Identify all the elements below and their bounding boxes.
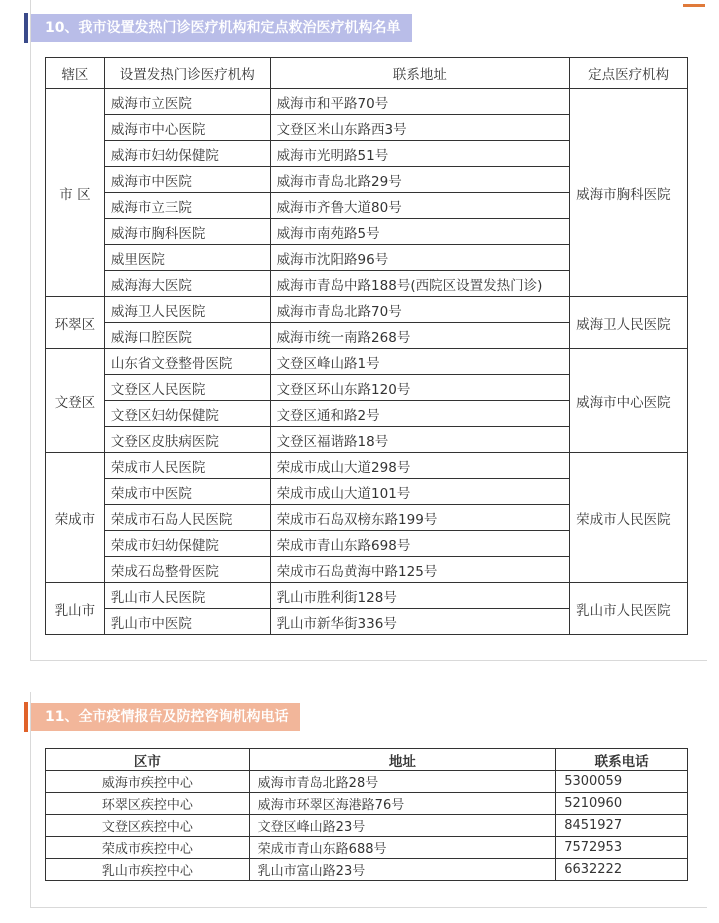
address-cell: 乳山市富山路23号 <box>249 859 556 881</box>
district-cell: 荣成市 <box>46 453 105 583</box>
clinic-cell: 荣成市人民医院 <box>104 453 270 479</box>
fever-clinic-table <box>45 57 688 635</box>
address-cell: 威海市南苑路5号 <box>270 219 570 245</box>
clinic-cell: 威海市中医院 <box>104 167 270 193</box>
address-cell: 乳山市新华街336号 <box>270 609 570 635</box>
address-cell: 威海市光明路51号 <box>270 141 570 167</box>
address-cell: 威海市环翠区海港路76号 <box>249 793 556 815</box>
address-cell: 荣成市石岛双榜东路199号 <box>270 505 570 531</box>
table-header-row <box>46 749 688 771</box>
header-designated: 定点医疗机构 <box>570 58 688 89</box>
clinic-cell: 乳山市人民医院 <box>104 583 270 609</box>
phone-cell: 8451927 <box>556 815 688 837</box>
address-cell: 威海市沈阳路96号 <box>270 245 570 271</box>
clinic-cell: 威海口腔医院 <box>104 323 270 349</box>
header-district: 辖区 <box>46 58 105 89</box>
address-cell: 文登区峰山路1号 <box>270 349 570 375</box>
clinic-cell: 威海市妇幼保健院 <box>104 141 270 167</box>
clinic-cell: 威海海大医院 <box>104 271 270 297</box>
designated-hospital-cell: 威海卫人民医院 <box>570 297 688 349</box>
region-cell: 威海市疾控中心 <box>46 771 250 793</box>
address-cell: 文登区峰山路23号 <box>249 815 556 837</box>
address-cell: 威海市齐鲁大道80号 <box>270 193 570 219</box>
table-row <box>46 453 688 479</box>
address-cell: 威海市和平路70号 <box>270 89 570 115</box>
region-cell: 文登区疾控中心 <box>46 815 250 837</box>
header-address: 地址 <box>249 749 556 771</box>
header-clinic: 设置发热门诊医疗机构 <box>104 58 270 89</box>
clinic-cell: 威海市胸科医院 <box>104 219 270 245</box>
clinic-cell: 乳山市中医院 <box>104 609 270 635</box>
clinic-cell: 威海市立三院 <box>104 193 270 219</box>
section-title: 10、我市设置发热门诊医疗机构和定点救治医疗机构名单 <box>31 14 412 42</box>
clinic-cell: 威海市中心医院 <box>104 115 270 141</box>
clinic-cell: 荣成市中医院 <box>104 479 270 505</box>
region-cell: 环翠区疾控中心 <box>46 793 250 815</box>
address-cell: 荣成市石岛黄海中路125号 <box>270 557 570 583</box>
section-header-bar <box>24 702 28 732</box>
designated-hospital-cell: 乳山市人民医院 <box>570 583 688 635</box>
address-cell: 荣成市成山大道101号 <box>270 479 570 505</box>
clinic-cell: 文登区人民医院 <box>104 375 270 401</box>
designated-hospital-cell: 荣成市人民医院 <box>570 453 688 583</box>
address-cell: 威海市青岛北路70号 <box>270 297 570 323</box>
designated-hospital-cell: 威海市胸科医院 <box>570 89 688 297</box>
address-cell: 文登区通和路2号 <box>270 401 570 427</box>
clinic-cell: 山东省文登整骨医院 <box>104 349 270 375</box>
clinic-cell: 威海市立医院 <box>104 89 270 115</box>
table-row <box>46 771 688 793</box>
designated-hospital-cell: 威海市中心医院 <box>570 349 688 453</box>
section-header-bar <box>24 13 28 43</box>
phone-cell: 5300059 <box>556 771 688 793</box>
table-row <box>46 815 688 837</box>
address-cell: 威海市青岛北路29号 <box>270 167 570 193</box>
address-cell: 文登区环山东路120号 <box>270 375 570 401</box>
header-address: 联系地址 <box>270 58 570 89</box>
address-cell: 荣成市成山大道298号 <box>270 453 570 479</box>
table-row <box>46 583 688 609</box>
section-header <box>24 703 300 731</box>
phone-cell: 7572953 <box>556 837 688 859</box>
address-cell: 威海市统一南路268号 <box>270 323 570 349</box>
address-cell: 荣成市青山东路698号 <box>270 531 570 557</box>
phone-cell: 6632222 <box>556 859 688 881</box>
address-cell: 文登区福谐路18号 <box>270 427 570 453</box>
clinic-cell: 荣成市石岛人民医院 <box>104 505 270 531</box>
section-header <box>24 14 412 42</box>
district-cell: 乳山市 <box>46 583 105 635</box>
clinic-cell: 威海卫人民医院 <box>104 297 270 323</box>
phone-cell: 5210960 <box>556 793 688 815</box>
table-row <box>46 793 688 815</box>
district-cell: 市 区 <box>46 89 105 297</box>
district-cell: 环翠区 <box>46 297 105 349</box>
table-row <box>46 837 688 859</box>
address-cell: 乳山市胜利街128号 <box>270 583 570 609</box>
address-cell: 文登区米山东路西3号 <box>270 115 570 141</box>
clinic-cell: 威里医院 <box>104 245 270 271</box>
table-row <box>46 297 688 323</box>
clinic-cell: 文登区皮肤病医院 <box>104 427 270 453</box>
address-cell: 荣成市青山东路688号 <box>249 837 556 859</box>
district-cell: 文登区 <box>46 349 105 453</box>
cdc-contact-table <box>45 748 688 881</box>
clinic-cell: 文登区妇幼保健院 <box>104 401 270 427</box>
region-cell: 荣成市疾控中心 <box>46 837 250 859</box>
address-cell: 威海市青岛北路28号 <box>249 771 556 793</box>
table-row <box>46 89 688 115</box>
section-title: 11、全市疫情报告及防控咨询机构电话 <box>31 703 300 731</box>
header-phone: 联系电话 <box>556 749 688 771</box>
table-row <box>46 349 688 375</box>
clinic-cell: 荣成市妇幼保健院 <box>104 531 270 557</box>
header-region: 区市 <box>46 749 250 771</box>
clinic-cell: 荣成石岛整骨医院 <box>104 557 270 583</box>
table-row <box>46 859 688 881</box>
address-cell: 威海市青岛中路188号(西院区设置发热门诊) <box>270 271 570 297</box>
table-header-row <box>46 58 688 89</box>
region-cell: 乳山市疾控中心 <box>46 859 250 881</box>
